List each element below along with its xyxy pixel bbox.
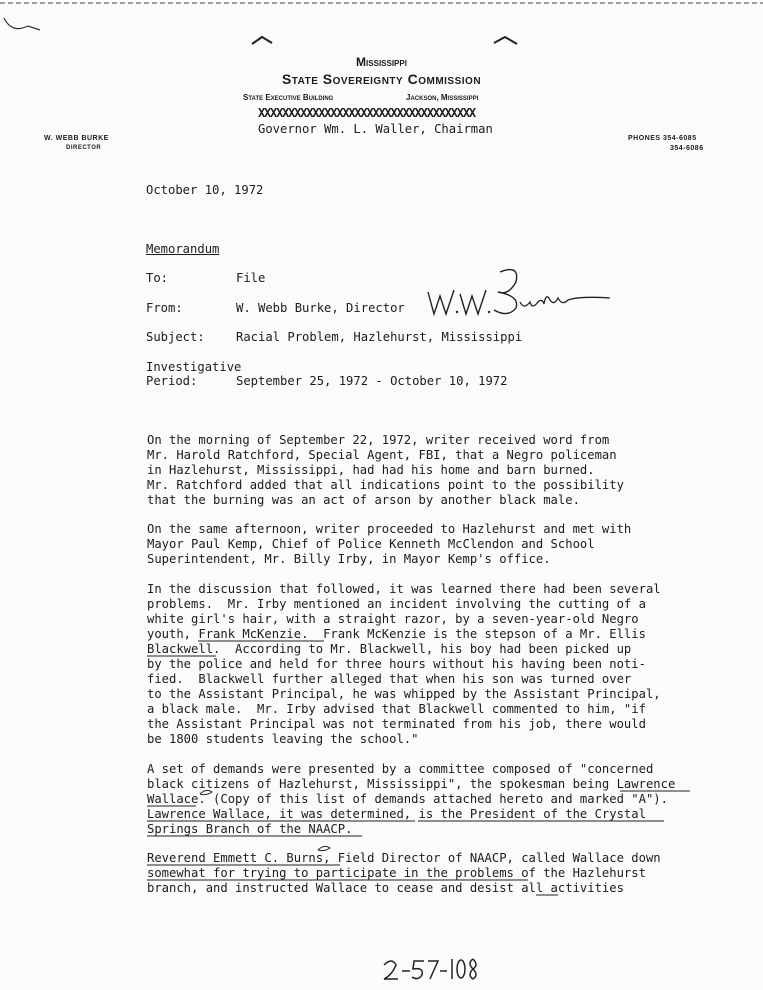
body-line-1: On the morning of September 22, 1972, writer received word from	[147, 433, 610, 447]
phones-label: PHONES 354-6085	[628, 135, 697, 142]
body-line-7: Mayor Paul Kemp, Chief of Police Kenneth McClendon and School	[147, 537, 595, 551]
body-line-3: in Hazlehurst, Mississippi, had had his home and barn burned.	[147, 463, 595, 477]
body-line-15: fied. Blackwell further alleged that when his son was turned over	[147, 672, 632, 686]
body-line-21: black citizens of Hazlehurst, Mississippi", the spokesman being Lawrence	[147, 777, 676, 791]
body-line-2: Mr. Harold Ratchford, Special Agent, FBI, that a Negro policeman	[147, 448, 617, 462]
body-line-23: Lawrence Wallace, it was determined, is the President of the Crystal	[147, 807, 646, 821]
letterhead-state: Mississippi	[356, 55, 407, 69]
body-line-9: In the discussion that followed, it was learned there had been several	[147, 582, 661, 596]
body-line-14: by the police and held for three hours without his having been noti-	[147, 657, 646, 671]
letterhead-city: Jackson, Mississippi	[406, 93, 479, 102]
letterhead-governor: Governor Wm. L. Waller, Chairman	[258, 122, 493, 136]
body-line-18: the Assistant Principal was not terminated from his job, there would	[147, 717, 646, 731]
body-line-19: be 1800 students leaving the school."	[147, 732, 419, 746]
body-line-13: Blackwell. According to Mr. Blackwell, his boy had been picked up	[147, 642, 632, 656]
to-label: To:	[146, 271, 169, 285]
director-title: DIRECTOR	[66, 145, 102, 151]
letter-date: October 10, 1972	[146, 183, 264, 197]
body-line-16: to the Assistant Principal, he was whipped by the Assistant Principal,	[147, 687, 661, 701]
body-line-4: Mr. Ratchford added that all indications point to the possibility	[147, 478, 624, 492]
from-label: From:	[146, 301, 183, 315]
handwritten-file-number	[380, 955, 480, 983]
subject-value: Racial Problem, Hazlehurst, Mississippi	[236, 330, 523, 344]
director-name: W. WEBB BURKE	[44, 135, 109, 142]
period-label-line-1: Investigative	[146, 360, 242, 374]
body-line-27: branch, and instructed Wallace to cease and desist all activities	[147, 881, 624, 895]
body-line-24: Springs Branch of the NAACP.	[147, 822, 353, 836]
struck-out-line: XXXXXXXXXXXXXXXXXXXXXXXXXXXXXXXXXXXX	[258, 106, 475, 120]
body-line-25: Reverend Emmett C. Burns, Field Director of NAACP, called Wallace down	[147, 851, 661, 865]
body-line-5: that the burning was an act of arson by another black male.	[147, 493, 580, 507]
body-line-8: Superintendent, Mr. Billy Irby, in Mayor Kemp's office.	[147, 552, 551, 566]
body-line-10: problems. Mr. Irby mentioned an incident involving the cutting of a	[147, 597, 646, 611]
body-line-22: Wallace. (Copy of this list of demands attached hereto and marked "A").	[147, 792, 668, 806]
body-line-6: On the same afternoon, writer proceeded to Hazlehurst and met with	[147, 522, 632, 536]
body-line-26: somewhat for trying to participate in the problems of the Hazlehurst	[147, 866, 646, 880]
to-value: File	[236, 271, 266, 285]
body-line-11: white girl's hair, with a straight razor, by a seven-year-old Negro	[147, 612, 639, 626]
letterhead-commission: State Sovereignty Commission	[281, 71, 482, 87]
body-line-12: youth, Frank McKenzie. Frank McKenzie is the stepson of a Mr. Ellis	[147, 627, 646, 641]
phone-number-2: 354-6086	[670, 145, 704, 152]
subject-label: Subject:	[146, 330, 205, 344]
period-value: September 25, 1972 - October 10, 1972	[236, 374, 508, 388]
period-label-line-2: Period:	[146, 374, 198, 388]
from-value: W. Webb Burke, Director	[236, 301, 405, 315]
body-line-17: a black male. Mr. Irby advised that Blackwell commented to him, "if	[147, 702, 646, 716]
letterhead-building: State Executive Building	[243, 93, 334, 102]
memo-heading: Memorandum	[146, 242, 220, 256]
body-line-20: A set of demands were presented by a committee composed of "concerned	[147, 762, 654, 776]
